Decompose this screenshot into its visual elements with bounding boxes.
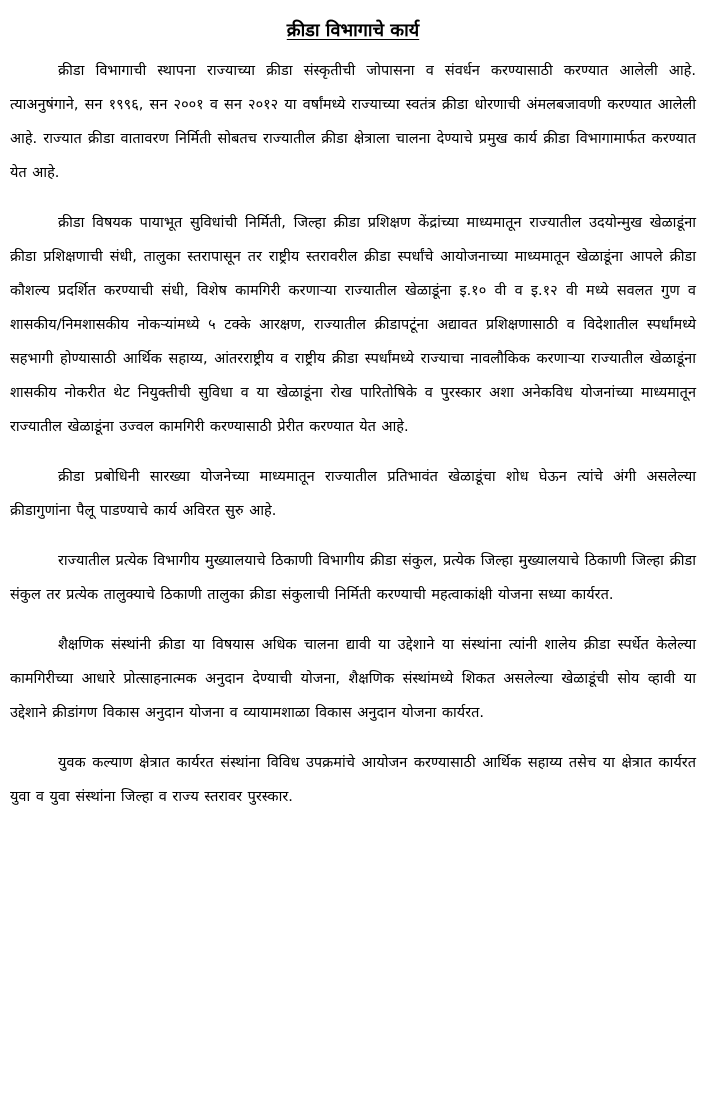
- paragraph-6: युवक कल्याण क्षेत्रात कार्यरत संस्थांना विविध उपक्रमांचे आयोजन करण्यासाठी आर्थिक सहाय्य तसेच या क्षेत्रात कार्यरत युवा व युवा संस्थांना जिल्हा व राज्य स्तरावर पुरस्कार.: [10, 755, 696, 805]
- paragraph-4: राज्यातील प्रत्येक विभागीय मुख्यालयाचे ठिकाणी विभागीय क्रीडा संकुल, प्रत्येक जिल्हा मुख्यालयाचे ठिकाणी जिल्हा क्रीडा संकुल तर प्रत्येक तालुक्याचे ठिकाणी तालुका क्रीडा संकुलाची निर्मिती करण्याची महत्वाकांक्षी योजना सध्या कार्यरत.: [10, 553, 696, 603]
- paragraph-3: क्रीडा प्रबोधिनी सारख्या योजनेच्या माध्यमातून राज्यातील प्रतिभावंत खेळाडूंचा शोध घेऊन त्यांचे अंगी असलेल्या क्रीडागुणांना पैलू पाडण्याचे कार्य अविरत सुरु आहे.: [10, 469, 696, 519]
- paragraph-2: क्रीडा विषयक पायाभूत सुविधांची निर्मिती, जिल्हा क्रीडा प्रशिक्षण केंद्रांच्या माध्यमातून राज्यातील उदयोन्मुख खेळाडूंना क्रीडा प्रशिक्षणाची संधी, तालुका स्तरापासून तर राष्ट्रीय स्तरावरील क्रीडा स्पर्धांचे आयोजनाच्या माध्यमातून खेळाडूंना आपले क्रीडा कौशल्य प्रदर्शित करण्याची संधी, विशेष कामगिरी करणाऱ्या राज्यातील खेळाडूंना इ.१० वी व इ.१२ वी मध्ये सवलत गुण व शासकीय/निमशासकीय नोकऱ्यांमध्ये ५ टक्के आरक्षण, राज्यातील क्रीडापटूंना अद्यावत प्रशिक्षणासाठी व विदेशातील स्पर्धांमध्ये सहभागी होण्यासाठी आर्थिक सहाय्य, आंतरराष्ट्रीय व राष्ट्रीय क्रीडा स्पर्धांमध्ये राज्याचा नावलौकिक करणाऱ्या राज्यातील खेळाडूंना शासकीय नोकरीत थेट नियुक्तीची सुविधा व या खेळाडूंना रोख पारितोषिके व पुरस्कार अशा अनेकविध योजनांच्या माध्यमातून राज्यातील खेळाडूंना उज्वल कामगिरी करण्यासाठी प्रेरीत करण्यात येत आहे.: [10, 215, 696, 435]
- paragraph-5: शैक्षणिक संस्थांनी क्रीडा या विषयास अधिक चालना द्यावी या उद्देशाने या संस्थांना त्यांनी शालेय क्रीडा स्पर्धेत केलेल्या कामगिरीच्या आधारे प्रोत्साहनात्मक अनुदान देण्याची योजना, शैक्षणिक संस्थांमध्ये शिकत असलेल्या खेळाडूंची सोय व्हावी या उद्देशाने क्रीडांगण विकास अनुदान योजना व व्यायामशाळा विकास अनुदान योजना कार्यरत.: [10, 637, 696, 721]
- document-title: क्रीडा विभागाचे कार्य: [286, 20, 420, 41]
- paragraph-1: क्रीडा विभागाची स्थापना राज्याच्या क्रीडा संस्कृतीची जोपासना व संवर्धन करण्यासाठी करण्यात आलेली आहे. त्याअनुषंगाने, सन १९९६, सन २००१ व सन २०१२ या वर्षांमध्ये राज्याच्या स्वतंत्र क्रीडा धोरणाची अंमलबजावणी करण्यात आलेली आहे. राज्यात क्रीडा वातावरण निर्मिती सोबतच राज्यातील क्रीडा क्षेत्राला चालना देण्याचे प्रमुख कार्य क्रीडा विभागामार्फत करण्यात येत आहे.: [10, 63, 696, 181]
